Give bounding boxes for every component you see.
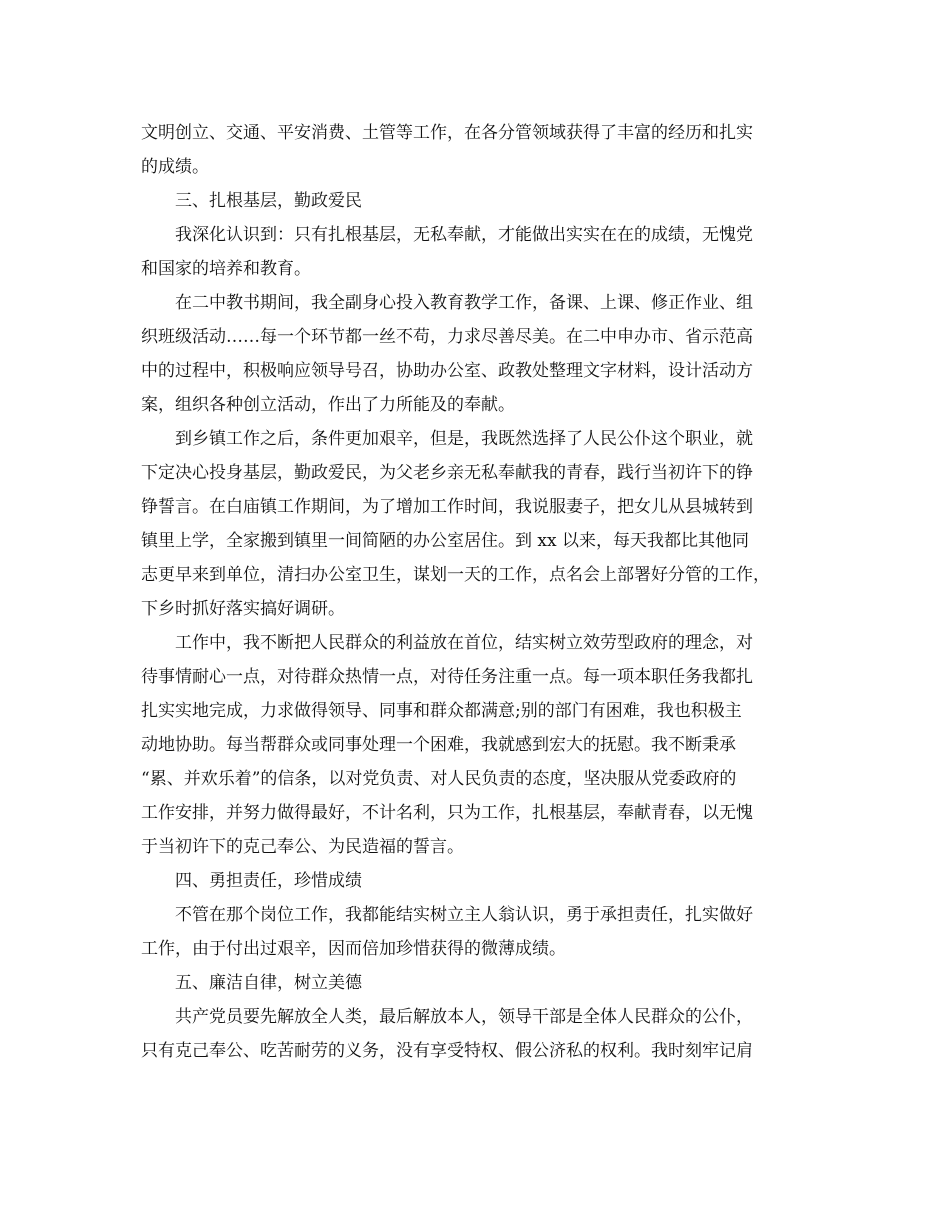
text-line: 四、勇担责任，珍惜成绩 [175,871,362,891]
text-line: 铮誓言。在白庙镇工作期间，为了增加工作时间，我说服妻子，把女儿从县城转到 [141,497,753,517]
text-line: 共产党员要先解放全人类，最后解放本人，领导干部是全体人民群众的公仆， [175,1007,753,1027]
text-line: “累、并欢乐着”的信条，以对党负责、对人民负责的态度，坚决服从党委政府的 [141,769,737,789]
text-line: 文明创立、交通、平安消费、土管等工作，在各分管领域获得了丰富的经历和扎实 [141,123,753,143]
text-line: 三、扎根基层，勤政爱民 [175,191,362,211]
text-line: 在二中教书期间，我全副身心投入教育教学工作，备课、上课、修正作业、组 [175,293,753,313]
text-line: 镇里上学，全家搬到镇里一间简陋的办公室居住。到 xx 以来，每天我都比其他同 [141,531,749,551]
document-body [141,116,813,1068]
text-line: 工作安排，并努力做得最好，不计名利，只为工作，扎根基层，奉献青春，以无愧 [141,803,753,823]
text-line: 下定决心投身基层，勤政爱民，为父老乡亲无私奉献我的青春，践行当初许下的铮 [141,463,753,483]
text-line: 下乡时抓好落实搞好调研。 [141,599,345,619]
text-line: 待事情耐心一点，对待群众热情一点，对待任务注重一点。每一项本职任务我都扎 [141,667,753,687]
text-line: 案，组织各种创立活动，作出了力所能及的奉献。 [141,395,515,415]
text-line: 扎实实地完成，力求做得领导、同事和群众都满意;别的部门有困难，我也积极主 [141,701,742,721]
text-line: 志更早来到单位，清扫办公室卫生，谋划一天的工作，点名会上部署好分管的工作， [141,565,770,585]
text-line: 我深化认识到：只有扎根基层，无私奉献，才能做出实实在在的成绩，无愧党 [175,225,753,245]
text-line: 不管在那个岗位工作，我都能结实树立主人翁认识，勇于承担责任，扎实做好 [175,905,753,925]
text-line: 工作中，我不断把人民群众的利益放在首位，结实树立效劳型政府的理念，对 [175,633,753,653]
text-line: 工作，由于付出过艰辛，因而倍加珍惜获得的微薄成绩。 [141,939,566,959]
text-line: 于当初许下的克己奉公、为民造福的誓言。 [141,837,464,857]
text-line: 中的过程中，积极响应领导号召，协助办公室、政教处整理文字材料，设计活动方 [141,361,753,381]
text-line: 到乡镇工作之后，条件更加艰辛，但是，我既然选择了人民公仆这个职业，就 [175,429,753,449]
text-line: 织班级活动……每一个环节都一丝不苟，力求尽善尽美。在二中申办市、省示范高 [141,327,753,347]
text-line: 的成绩。 [141,157,209,177]
text-line: 五、廉洁自律，树立美德 [175,973,362,993]
text-line: 动地协助。每当帮群众或同事处理一个困难，我就感到宏大的抚慰。我不断秉承 [141,735,736,755]
text-line: 和国家的培养和教育。 [141,259,311,279]
text-line: 只有克己奉公、吃苦耐劳的义务，没有享受特权、假公济私的权利。我时刻牢记肩 [141,1041,753,1061]
